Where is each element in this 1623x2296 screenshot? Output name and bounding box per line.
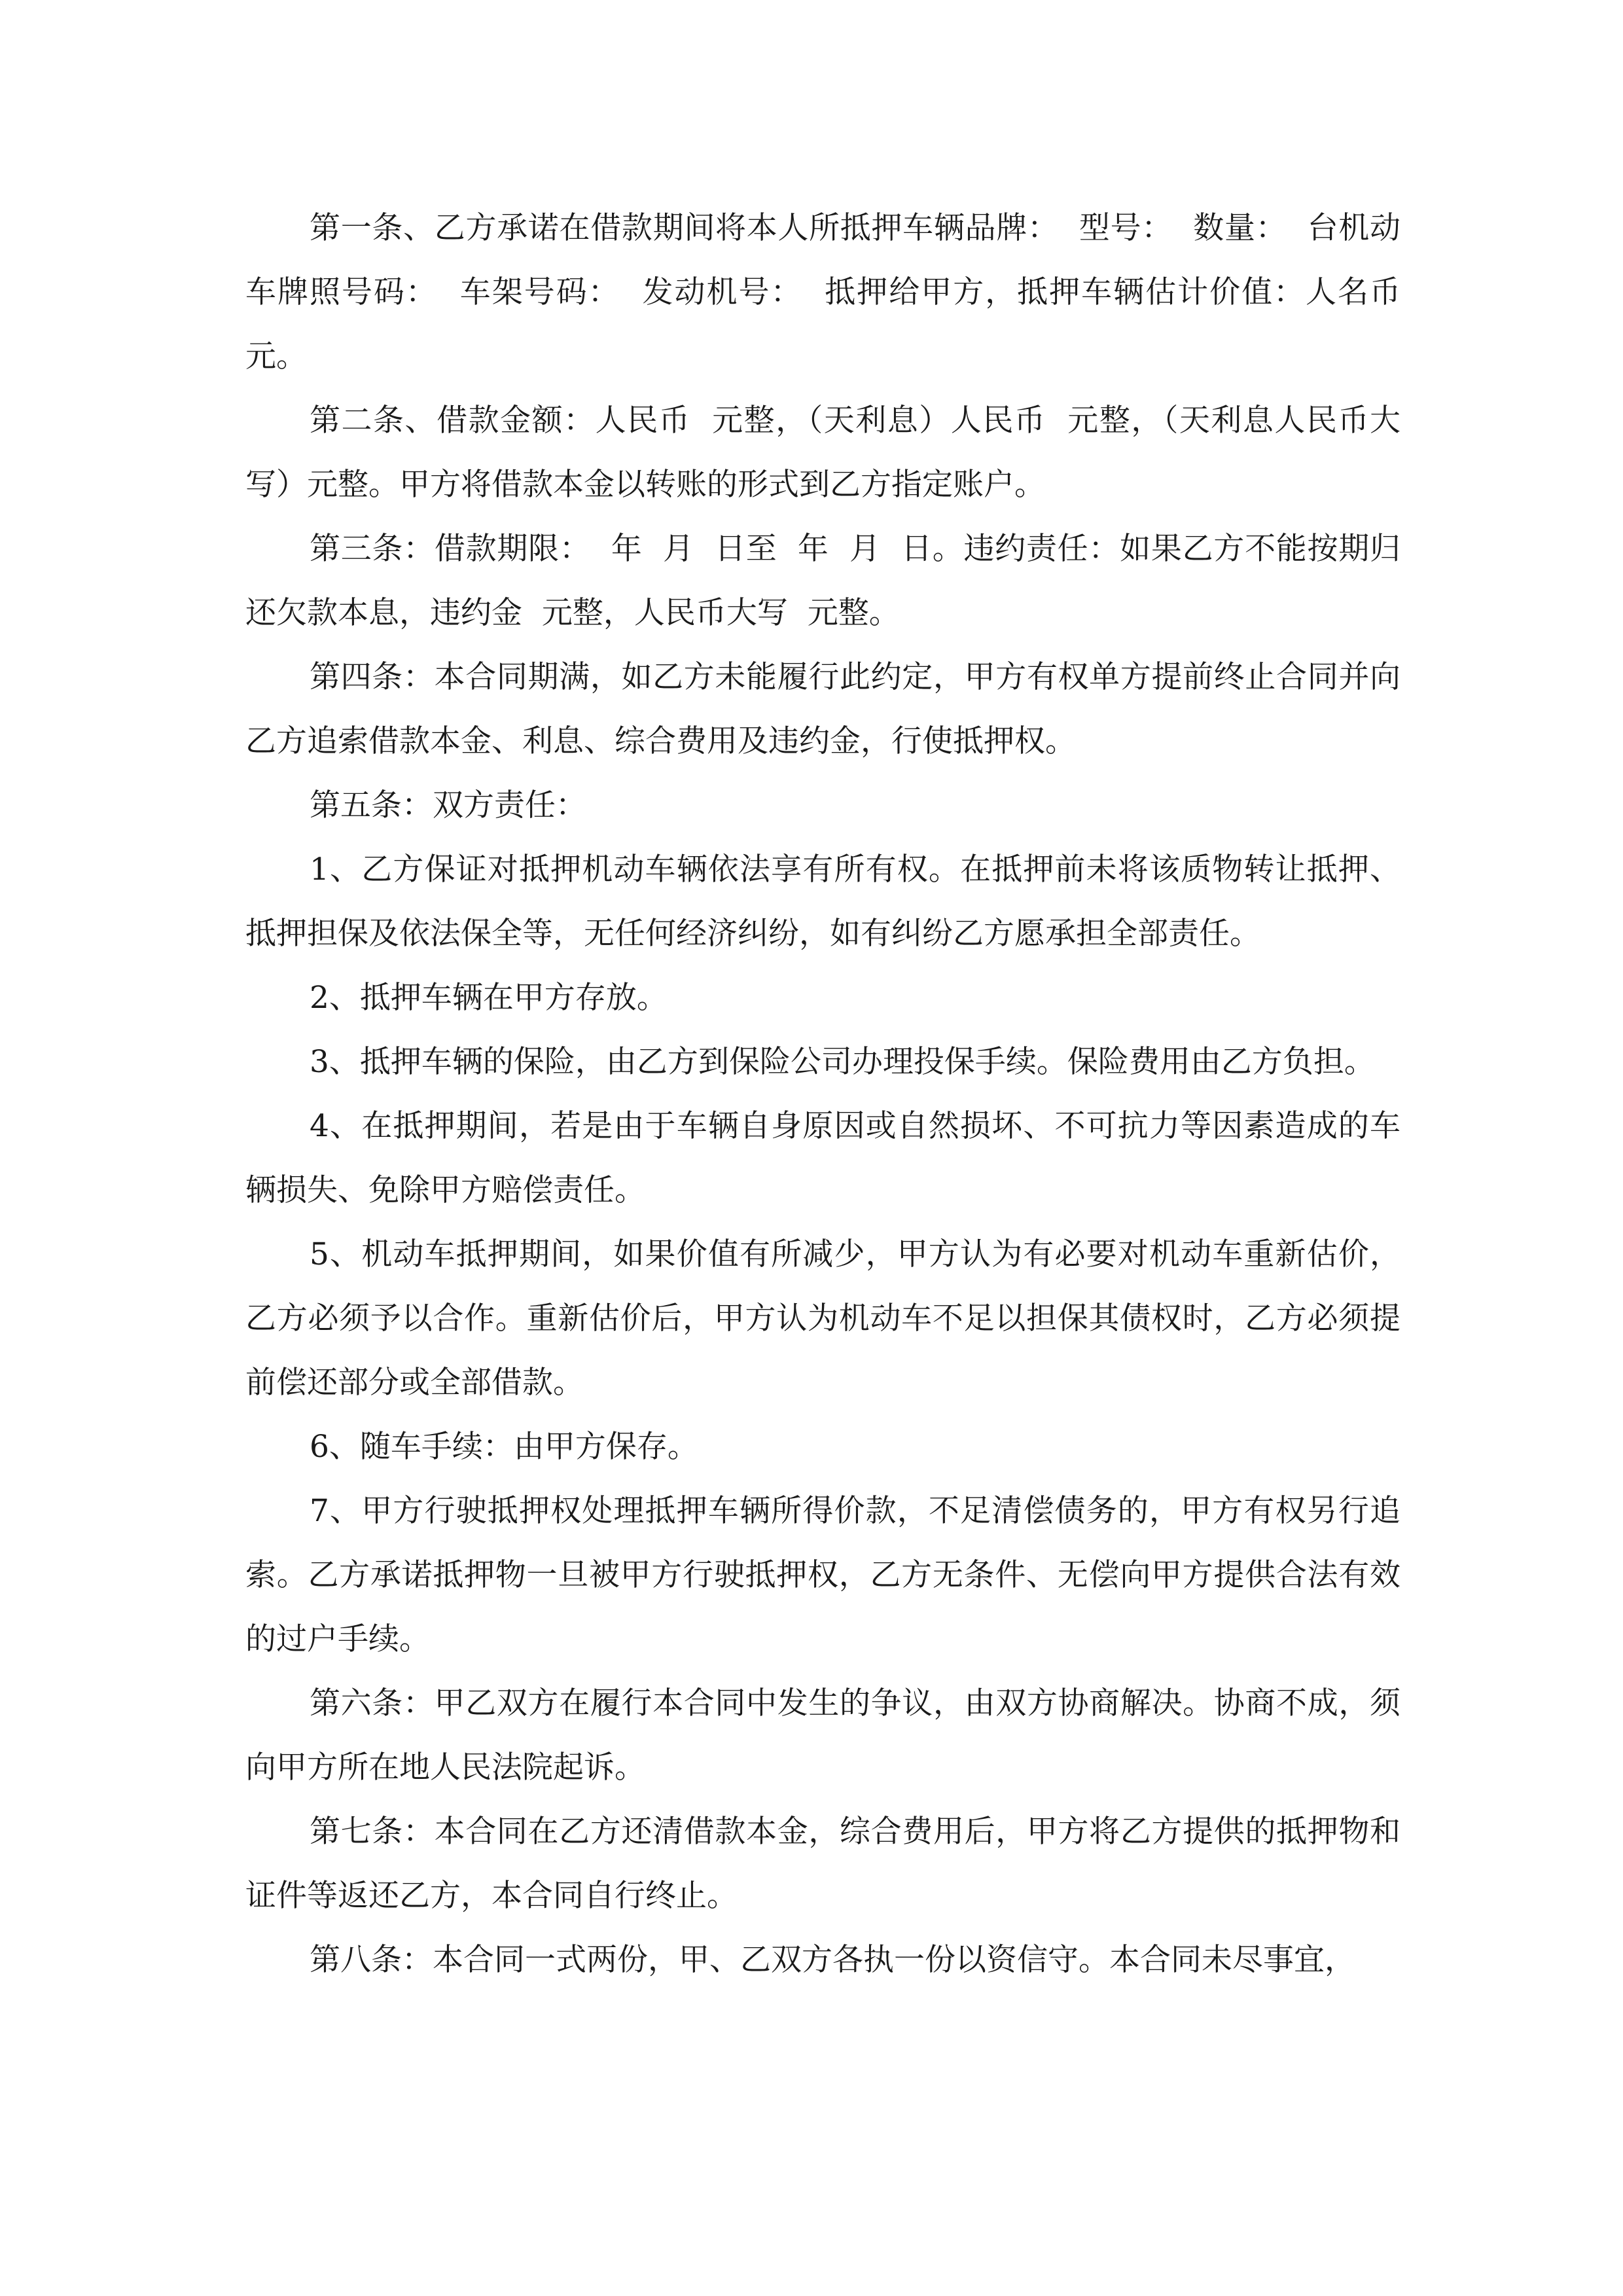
clause-3: 第三条：借款期限： 年 月 日至 年 月 日。违约责任：如果乙方不能按期归还欠款本息，违约金 元整，人民币大写 元整。 bbox=[245, 531, 1400, 631]
clause-1: 第一条、乙方承诺在借款期间将本人所抵押车辆品牌： 型号： 数量： 台机动车牌照号码： 车架号码： 发动机号： 抵押给甲方，抵押车辆估计价值：人名币 元。 bbox=[245, 210, 1420, 374]
clause-5-item-3: 3、抵押车辆的保险，由乙方到保险公司办理投保手续。保险费用由乙方负担。 bbox=[310, 1044, 1375, 1080]
clause-6: 第六条：甲乙双方在履行本合同中发生的争议，由双方协商解决。协商不成，须向甲方所在地人民法院起诉。 bbox=[245, 1685, 1400, 1785]
clause-5-item-6: 6、随车手续：由甲方保存。 bbox=[310, 1429, 698, 1465]
clause-2: 第二条、借款金额：人民币 元整，（天利息）人民币 元整，（天利息人民币大写）元整。甲方将借款本金以转账的形式到乙方指定账户。 bbox=[245, 403, 1400, 503]
clause-5-item-4: 4、在抵押期间，若是由于车辆自身原因或自然损坏、不可抗力等因素造成的车辆损失、免除甲方赔偿责任。 bbox=[245, 1108, 1400, 1208]
clause-7: 第七条：本合同在乙方还清借款本金，综合费用后，甲方将乙方提供的抵押物和证件等返还乙方，本合同自行终止。 bbox=[245, 1814, 1400, 1914]
clause-5-heading: 第五条：双方责任： bbox=[310, 787, 586, 823]
clause-5-item-7: 7、甲方行驶抵押权处理抵押车辆所得价款，不足清偿债务的，甲方有权另行追索。乙方承诺抵押物一旦被甲方行驶抵押权，乙方无条件、无偿向甲方提供合法有效的过户手续。 bbox=[245, 1493, 1400, 1657]
clause-8: 第八条：本合同一式两份，甲、乙双方各执一份以资信守。本合同未尽事宜， bbox=[310, 1942, 1355, 1978]
clause-5-item-1: 1、乙方保证对抵押机动车辆依法享有所有权。在抵押前未将该质物转让抵押、抵押担保及依法保全等，无任何经济纠纷，如有纠纷乙方愿承担全部责任。 bbox=[245, 852, 1400, 952]
clause-4: 第四条：本合同期满，如乙方未能履行此约定，甲方有权单方提前终止合同并向乙方追索借款本金、利息、综合费用及违约金，行使抵押权。 bbox=[245, 659, 1400, 759]
contract-body bbox=[245, 196, 1420, 1992]
clause-5-item-2: 2、抵押车辆在甲方存放。 bbox=[310, 980, 668, 1016]
clause-5-item-5: 5、机动车抵押期间，如果价值有所减少，甲方认为有必要对机动车重新估价，乙方必须予以合作。重新估价后，甲方认为机动车不足以担保其债权时，乙方必须提前偿还部分或全部借款。 bbox=[245, 1236, 1400, 1401]
